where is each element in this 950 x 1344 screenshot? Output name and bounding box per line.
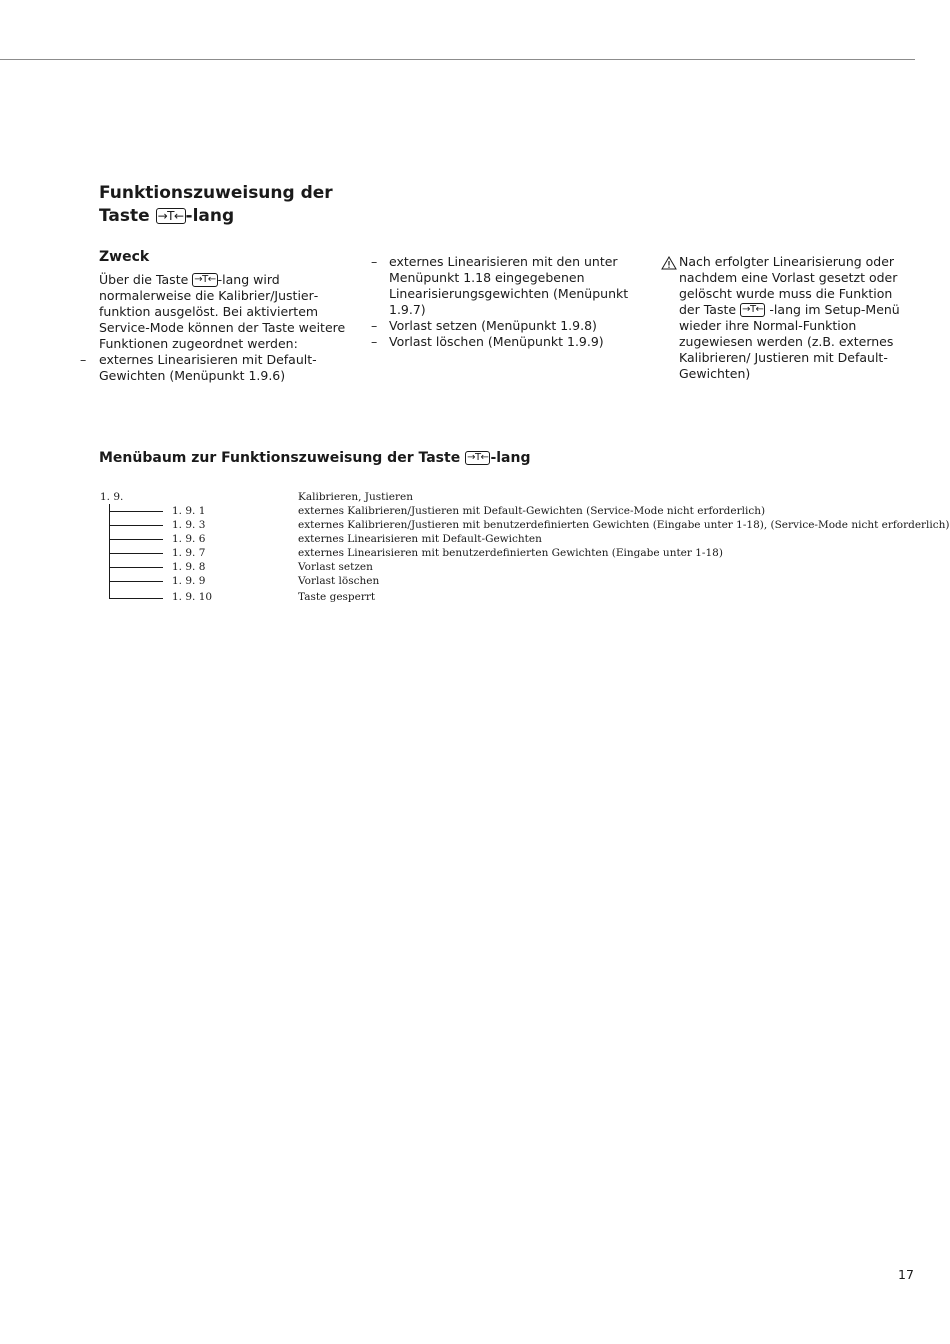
tree-connector (109, 504, 110, 599)
tare-key-icon: →T← (467, 452, 489, 463)
title-suffix: -lang (185, 206, 235, 226)
menu-tree-heading: Menübaum zur Funktionszuweisung der Taste →T← -lang (99, 450, 531, 466)
title-prefix: Taste (99, 206, 150, 226)
tree-branch (109, 581, 163, 582)
tree-branch (109, 511, 163, 512)
tare-key-icon: →T← (742, 304, 764, 315)
page-title (99, 182, 333, 228)
warning-note (679, 254, 914, 382)
warning-text-before: Nach erfolgter Linearisierung oder nachdem eine Vorlast gesetzt oder gelöscht wurde muss die Funktion der Taste (679, 254, 898, 317)
page-number: 17 (898, 1267, 914, 1282)
tree-branch (109, 539, 163, 540)
tare-key-icon: →T← (194, 274, 216, 285)
title-line-1: Funktionszuweisung der (99, 183, 333, 203)
tree-branch (109, 598, 163, 599)
tree-branch (109, 525, 163, 526)
list-item: – externes Linearisieren mit den unter Menüpunkt 1.18 eingegebenen Linearisierungsgewichten (Menüpunkt 1.9.7) (371, 254, 629, 317)
list-item: – externes Linearisieren mit Default-Gewichten (Menüpunkt 1.9.6) (80, 352, 317, 383)
title-line-2 (99, 205, 333, 228)
list-item: – Vorlast setzen (Menüpunkt 1.9.8) (371, 318, 597, 333)
header-rule (0, 59, 915, 60)
function-list-column (371, 254, 639, 350)
list-item: – Vorlast löschen (Menüpunkt 1.9.9) (371, 334, 604, 349)
warning-text-after: -lang im Setup-Menü wieder ihre Normal-Funktion zugewiesen werden (z.B. externes Kalibrieren/ Justieren mit Default-Gewichten) (679, 302, 900, 381)
tare-key-icon: →T← (157, 209, 184, 223)
purpose-text: Über die Taste →T← -lang wird normalerweise die Kalibrier/Justierfunktion ausgelöst. Bei aktiviertem Service-Mode können der Taste weitere Funktionen zugeordnet werden: (99, 272, 346, 351)
warning-triangle-icon (661, 256, 677, 270)
tree-branch (109, 567, 163, 568)
tree-branch (109, 553, 163, 554)
purpose-column (80, 248, 349, 384)
purpose-heading: Zweck (99, 249, 150, 265)
